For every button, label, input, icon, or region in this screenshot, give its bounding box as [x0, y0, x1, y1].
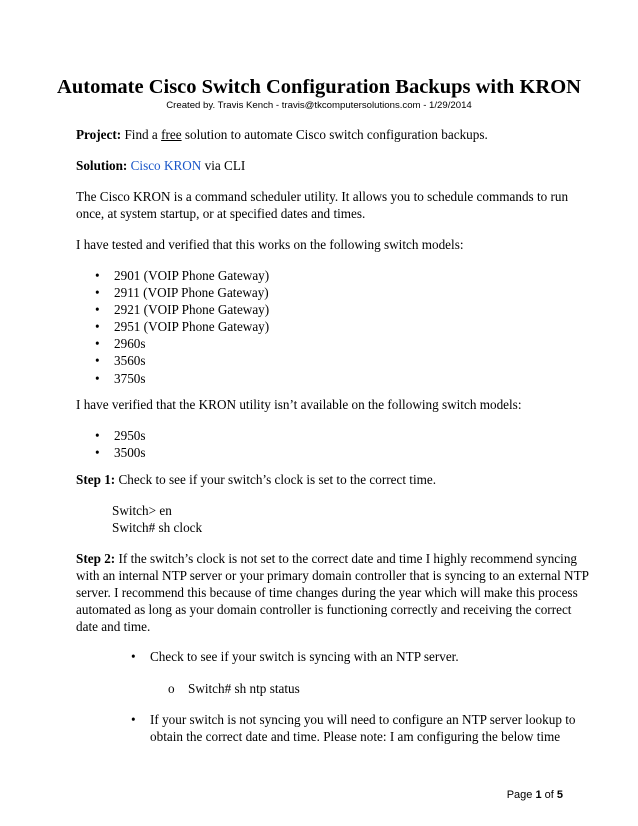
- solution-text-after: via CLI: [201, 158, 246, 173]
- unavailable-models-list: [95, 427, 146, 461]
- solution-paragraph: [76, 157, 562, 175]
- step-2-line-5: date and time.: [76, 619, 151, 634]
- solution-label: Solution:: [76, 158, 128, 173]
- step-2-bullet-list-2: [131, 711, 576, 746]
- step-2-label: Step 2:: [76, 551, 116, 566]
- bullet-icon: •: [95, 428, 100, 443]
- step-2-line-1: Step 2: If the switch’s clock is not set to the correct date and time I highly recommend syncing: [76, 551, 578, 566]
- bullet-icon: •: [95, 445, 100, 461]
- list-item: • 3750s: [95, 370, 146, 386]
- step-2-bullet-list-1: [131, 648, 459, 665]
- project-text-after: solution to automate Cisco switch configuration backups.: [181, 127, 488, 142]
- cisco-kron-link[interactable]: Cisco KRON: [130, 158, 202, 173]
- bullet-icon: •: [95, 336, 100, 352]
- bullet-icon: •: [95, 302, 100, 318]
- tested-models-list: [95, 267, 270, 387]
- list-item: • 2921 (VOIP Phone Gateway): [95, 302, 270, 318]
- list-item: • 2911 (VOIP Phone Gateway): [95, 285, 269, 301]
- project-text-before: Find a: [121, 127, 162, 142]
- list-item: • 2960s: [95, 336, 146, 352]
- document-title: Automate Cisco Switch Configuration Backups with KRON: [57, 76, 581, 98]
- total-pages: 5: [556, 789, 563, 801]
- project-label: Project:: [76, 127, 122, 142]
- document-subtitle: Created by. Travis Kench - travis@tkcomputersolutions.com - 1/29/2014: [166, 100, 472, 111]
- bullet-icon: •: [95, 353, 100, 369]
- step-1-label: Step 1:: [76, 472, 116, 487]
- step-2-sub-bullet-list: [168, 680, 300, 697]
- list-item: • 2901 (VOIP Phone Gateway): [95, 268, 270, 283]
- current-page: 1: [535, 789, 542, 801]
- step-2-line-2: with an internal NTP server or your primary domain controller that is syncing to an external NTP: [76, 568, 589, 583]
- bullet-icon: •: [131, 712, 136, 727]
- list-item: • 3560s: [95, 353, 146, 369]
- step-1-text: Check to see if your switch’s clock is set to the correct time.: [115, 472, 437, 487]
- list-item: • 2951 (VOIP Phone Gateway): [95, 319, 270, 335]
- list-item: • Check to see if your switch is syncing with an NTP server.: [131, 649, 459, 664]
- project-paragraph: [76, 126, 562, 144]
- step-1-command-2: Switch# sh clock: [112, 520, 203, 535]
- tested-intro: I have tested and verified that this works on the following switch models:: [76, 237, 464, 252]
- bullet-icon: •: [131, 649, 136, 664]
- circle-bullet-icon: o: [168, 681, 175, 696]
- bullet-icon: •: [95, 370, 100, 386]
- step-1-paragraph: [76, 471, 562, 489]
- list-item: obtain the correct date and time. Please note: I am configuring the below time: [150, 729, 561, 745]
- page-number-footer: Page 1 of 5: [506, 789, 563, 801]
- list-item: • 2950s: [95, 428, 146, 443]
- step-2-line-3: server. I recommend this because of time changes during the year which will make this process: [76, 585, 578, 600]
- list-item: o Switch# sh ntp status: [168, 681, 300, 696]
- list-item: • If your switch is not syncing you will need to configure an NTP server lookup to: [131, 712, 576, 727]
- list-item: • 3500s: [95, 445, 146, 461]
- intro-line-2: once, at system startup, or at specified dates and times.: [76, 206, 366, 221]
- unavailable-intro: I have verified that the KRON utility isn’t available on the following switch models:: [76, 397, 522, 412]
- bullet-icon: •: [95, 319, 100, 335]
- bullet-icon: •: [95, 268, 100, 283]
- step-2-line-4: automated as long as your domain controller is functioning correctly and receiving the correct: [76, 602, 572, 617]
- step-1-command-1: Switch> en: [112, 503, 172, 518]
- intro-line-1: The Cisco KRON is a command scheduler utility. It allows you to schedule commands to run: [76, 189, 569, 204]
- bullet-icon: •: [95, 285, 100, 301]
- project-underlined-word: free: [161, 127, 182, 142]
